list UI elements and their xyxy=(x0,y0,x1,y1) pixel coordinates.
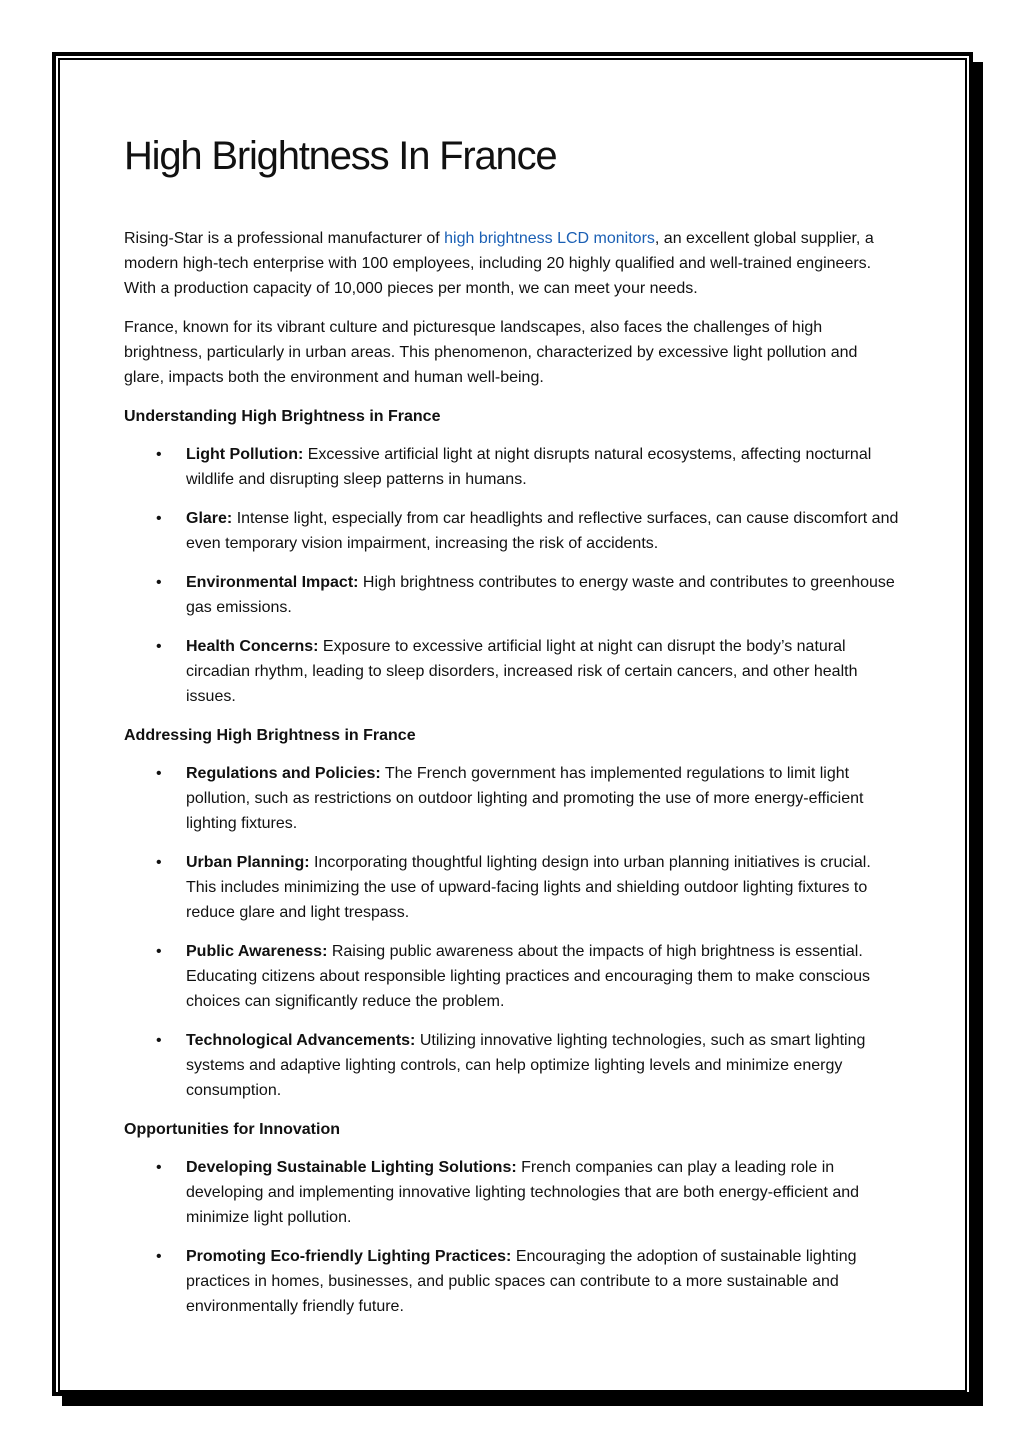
bullet-icon: • xyxy=(156,765,162,782)
list-item xyxy=(124,506,900,556)
list-item xyxy=(124,1244,900,1319)
section-heading-understanding: Understanding High Brightness in France xyxy=(124,408,441,425)
section-list-opportunities xyxy=(124,1155,900,1319)
list-item xyxy=(124,570,900,620)
section-list-addressing xyxy=(124,761,900,1103)
list-item xyxy=(124,1155,900,1230)
bullet-icon: • xyxy=(156,854,162,871)
list-item-term: Light Pollution: xyxy=(186,446,304,463)
list-item-text: High brightness contributes to energy waste and contributes to greenhouse gas emissions. xyxy=(186,574,895,616)
france-paragraph: France, known for its vibrant culture and picturesque landscapes, also faces the challenges of high brightness, particularly in urban areas. This phenomenon, characterized by excessive light pollution and glare, impacts both the environment and human well-being. xyxy=(124,319,858,386)
list-item-text: Intense light, especially from car headlights and reflective surfaces, can cause discomfort and even temporary vision impairment, increasing the risk of accidents. xyxy=(186,510,899,552)
list-item-text: Raising public awareness about the impacts of high brightness is essential. Educating citizens about responsible lighting practices and encouraging them to make conscious choices can significantly reduce the problem. xyxy=(186,943,870,1010)
document-body xyxy=(124,120,900,1333)
list-item-term: Promoting Eco-friendly Lighting Practices: xyxy=(186,1248,512,1265)
bullet-icon: • xyxy=(156,1159,162,1176)
page-title: High Brightness In France xyxy=(124,134,557,178)
list-item-term: Urban Planning: xyxy=(186,854,310,871)
intro-paragraph xyxy=(124,226,900,301)
list-item xyxy=(124,634,900,709)
list-item-term: Public Awareness: xyxy=(186,943,328,960)
list-item xyxy=(124,761,900,836)
list-item-term: Regulations and Policies: xyxy=(186,765,381,782)
list-item-term: Environmental Impact: xyxy=(186,574,359,591)
list-item-term: Glare: xyxy=(186,510,233,527)
bullet-icon: • xyxy=(156,638,162,655)
list-item xyxy=(124,850,900,925)
bullet-icon: • xyxy=(156,1248,162,1265)
bullet-icon: • xyxy=(156,1032,162,1049)
bullet-icon: • xyxy=(156,943,162,960)
section-list-understanding xyxy=(124,442,900,709)
list-item-term: Developing Sustainable Lighting Solutions: xyxy=(186,1159,517,1176)
section-heading-addressing: Addressing High Brightness in France xyxy=(124,727,416,744)
list-item-text: Encouraging the adoption of sustainable lighting practices in homes, businesses, and public spaces can contribute to a more sustainable and environmentally friendly future. xyxy=(186,1248,857,1315)
section-heading-opportunities: Opportunities for Innovation xyxy=(124,1121,340,1138)
list-item-term: Technological Advancements: xyxy=(186,1032,416,1049)
intro-text-before: Rising-Star is a professional manufacturer of xyxy=(124,230,445,247)
list-item xyxy=(124,442,900,492)
bullet-icon: • xyxy=(156,574,162,591)
list-item-text: The French government has implemented regulations to limit light pollution, such as restrictions on outdoor lighting and promoting the use of more energy-efficient lighting fixtures. xyxy=(186,765,864,832)
list-item-text: Incorporating thoughtful lighting design into urban planning initiatives is crucial. This includes minimizing the use of upward-facing lights and shielding outdoor lighting fixtures to reduce glare and light trespass. xyxy=(186,854,871,921)
lcd-monitors-link[interactable]: high brightness LCD monitors xyxy=(444,230,655,247)
list-item-text: Utilizing innovative lighting technologies, such as smart lighting systems and adaptive lighting controls, can help optimize lighting levels and minimize energy consumption. xyxy=(186,1032,866,1099)
bullet-icon: • xyxy=(156,446,162,463)
intro-text-after: , an excellent global supplier, a modern high-tech enterprise with 100 employees, including 20 highly qualified and well-trained engineers. With a production capacity of 10,000 pieces per month, we can meet your needs. xyxy=(124,230,874,297)
list-item-text: French companies can play a leading role in developing and implementing innovative lighting technologies that are both energy-efficient and minimize light pollution. xyxy=(186,1159,860,1226)
list-item-term: Health Concerns: xyxy=(186,638,319,655)
list-item-text: Exposure to excessive artificial light at night can disrupt the body’s natural circadian rhythm, leading to sleep disorders, increased risk of certain cancers, and other health issues. xyxy=(186,638,858,705)
list-item xyxy=(124,939,900,1014)
list-item xyxy=(124,1028,900,1103)
list-item-text: Excessive artificial light at night disrupts natural ecosystems, affecting nocturnal wildlife and disrupting sleep patterns in humans. xyxy=(186,446,872,488)
bullet-icon: • xyxy=(156,510,162,527)
